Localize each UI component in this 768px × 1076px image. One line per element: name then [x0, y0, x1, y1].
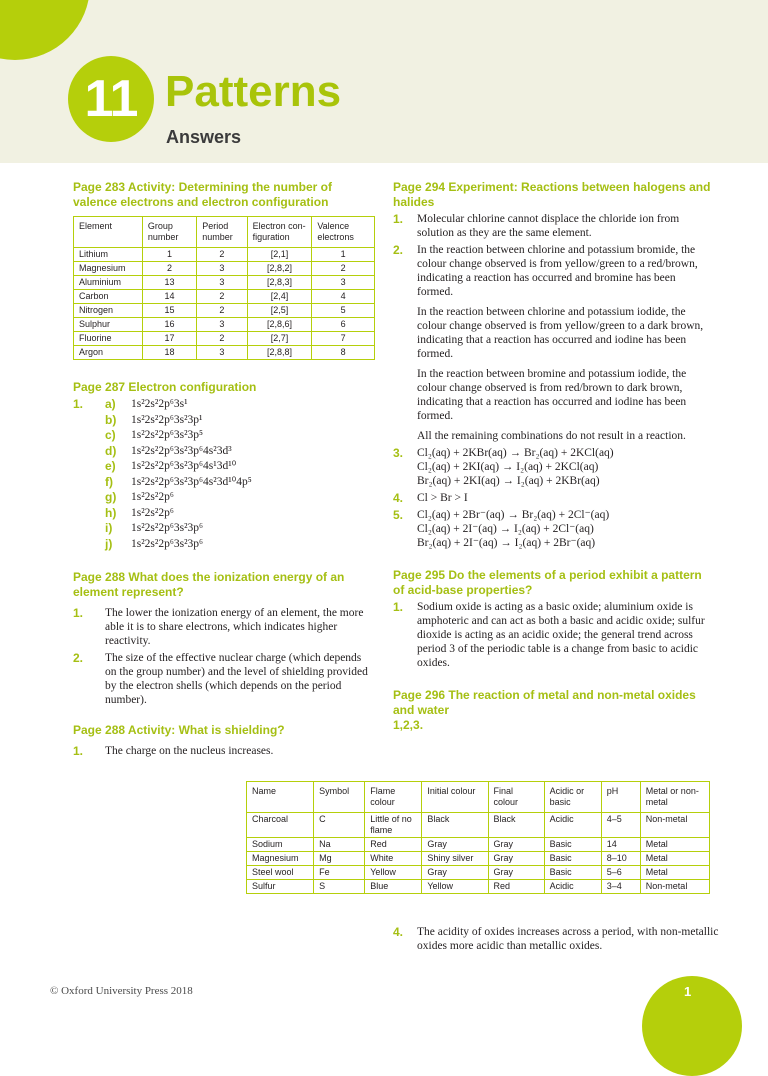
equation: Cl₂(aq) + 2I⁻(aq) → I₂(aq) + 2Cl⁻(aq) — [417, 523, 594, 535]
table-cell: [2,8,6] — [247, 318, 312, 332]
config-text: 1s²2s²2p⁶3s²3p⁶ — [131, 537, 204, 550]
config-text: 1s²2s²2p⁶3s²3p⁶4s²3d¹⁰4p⁵ — [131, 475, 252, 488]
answer-text: The lower the ionization energy of an element, the more able it is to share electrons, which indicates higher reactivity. — [105, 607, 364, 647]
left-column — [73, 180, 373, 772]
section-page-283 — [73, 180, 373, 360]
answer-text: Cl > Br > I — [417, 492, 468, 504]
table-cell: 14 — [601, 838, 640, 852]
oxides-table-wrap — [246, 781, 710, 894]
table-cell: 3 — [197, 318, 247, 332]
answer-item — [393, 925, 723, 953]
page-number-badge — [642, 976, 742, 1076]
table-cell: Na — [314, 838, 365, 852]
answer-item — [73, 606, 373, 648]
table-cell: Acidic — [544, 813, 601, 838]
config-text: 1s²2s²2p⁶ — [131, 506, 174, 519]
table-cell: Acidic — [544, 880, 601, 894]
table-cell: Gray — [488, 838, 544, 852]
table-cell: Gray — [488, 866, 544, 880]
table-cell: 16 — [142, 318, 196, 332]
table-cell: [2,7] — [247, 332, 312, 346]
item-number: 1. — [73, 606, 84, 620]
table-row — [74, 262, 375, 276]
table-cell: Nitrogen — [74, 304, 143, 318]
table-header-cell: Symbol — [314, 782, 365, 813]
table-cell: Lithium — [74, 248, 143, 262]
table-cell: Yellow — [422, 880, 488, 894]
table-row — [74, 332, 375, 346]
right-column — [393, 180, 713, 747]
chapter-title: Patterns — [165, 67, 342, 116]
valence-table — [73, 216, 375, 360]
equation: Cl₂(aq) + 2Br⁻(aq) → Br₂(aq) + 2Cl⁻(aq) — [417, 509, 610, 521]
config-item — [73, 506, 373, 522]
section-heading: Page 283 Activity: Determining the number of valence electrons and electron configuration — [73, 180, 332, 209]
table-cell: Basic — [544, 838, 601, 852]
item-number: 1. — [73, 744, 84, 758]
answer-paragraph: All the remaining combinations do not result in a reaction. — [417, 430, 686, 442]
table-cell: 4–5 — [601, 813, 640, 838]
answer-text: The acidity of oxides increases across a period, with non-metallic oxides more acidic than metallic oxides. — [417, 926, 719, 952]
table-header-cell: Final colour — [488, 782, 544, 813]
answer-item — [393, 508, 713, 550]
item-number: 2. — [393, 243, 404, 257]
table-cell: Magnesium — [74, 262, 143, 276]
config-text: 1s²2s²2p⁶3s²3p⁶ — [131, 522, 204, 534]
table-cell: 7 — [312, 332, 375, 346]
section-page-296 — [393, 688, 713, 733]
table-cell: Mg — [314, 852, 365, 866]
table-cell: 2 — [197, 248, 247, 262]
table-row — [247, 813, 710, 838]
table-cell: Blue — [365, 880, 422, 894]
section-heading: Page 287 Electron configuration — [73, 380, 257, 394]
table-header-cell: Group number — [142, 217, 196, 248]
table-header-cell: Electron con-figuration — [247, 217, 312, 248]
item-number: 1. — [393, 600, 404, 614]
table-cell: 17 — [142, 332, 196, 346]
table-cell: Basic — [544, 852, 601, 866]
table-cell: Carbon — [74, 290, 143, 304]
item-letter: f) — [105, 474, 113, 489]
table-cell: [2,5] — [247, 304, 312, 318]
table-cell: Little of no flame — [365, 813, 422, 838]
table-cell: 2 — [312, 262, 375, 276]
item-letter: j) — [105, 536, 113, 551]
answer-item — [73, 651, 373, 707]
section-heading: Page 288 What does the ionization energy of an element represent? — [73, 570, 345, 599]
table-header-cell: pH — [601, 782, 640, 813]
table-cell: Shiny silver — [422, 852, 488, 866]
table-row — [247, 880, 710, 894]
equation: Br₂(aq) + 2I⁻(aq) → I₂(aq) + 2Br⁻(aq) — [417, 537, 596, 549]
table-row — [247, 852, 710, 866]
table-cell: [2,8,2] — [247, 262, 312, 276]
table-cell: Metal — [640, 838, 709, 852]
answer-item — [393, 600, 713, 670]
table-cell: 2 — [197, 332, 247, 346]
config-item — [73, 521, 373, 537]
item-number: 5. — [393, 508, 404, 522]
table-cell: 13 — [142, 276, 196, 290]
corner-decoration — [0, 0, 90, 60]
table-cell: Sulfur — [247, 880, 314, 894]
item-number: 4. — [393, 491, 404, 505]
table-cell: Metal — [640, 866, 709, 880]
table-row — [74, 276, 375, 290]
table-cell: 1 — [312, 248, 375, 262]
table-cell: C — [314, 813, 365, 838]
config-item — [73, 413, 373, 429]
table-cell: 14 — [142, 290, 196, 304]
table-header-row — [247, 782, 710, 813]
table-cell: 6 — [312, 318, 375, 332]
item-letter: a) — [105, 397, 116, 411]
oxides-table — [246, 781, 710, 894]
config-text: 1s²2s²2p⁶3s²3p¹ — [131, 413, 203, 426]
item-letter: i) — [105, 521, 113, 535]
answer-text: The charge on the nucleus increases. — [105, 745, 274, 757]
answer-item — [393, 446, 713, 488]
table-cell: Black — [422, 813, 488, 838]
answer-paragraph: In the reaction between chlorine and potassium bromide, the colour change observed is from yellow/green to a red/brown, indicating a reaction has occurred and bromine has been formed. — [417, 244, 698, 298]
answer-text-block — [417, 243, 713, 443]
table-cell: Yellow — [365, 866, 422, 880]
answer-item — [73, 744, 373, 758]
copyright-footer: © Oxford University Press 2018 — [50, 985, 193, 997]
answer-paragraph: In the reaction between chlorine and potassium iodide, the colour change observed is from yellow/green to a dark brown, indicating that a reaction has occurred and iodine has been formed. — [417, 306, 704, 360]
section-page-288-ionization — [73, 570, 373, 707]
table-cell: [2,8,3] — [247, 276, 312, 290]
equation-block — [417, 508, 713, 550]
table-cell: Gray — [422, 838, 488, 852]
table-cell: [2,4] — [247, 290, 312, 304]
table-header-cell: Initial colour — [422, 782, 488, 813]
table-header-cell: Acidic or basic — [544, 782, 601, 813]
section-subheading: 1,2,3. — [393, 718, 424, 732]
table-row — [74, 304, 375, 318]
answer-text: Molecular chlorine cannot displace the chloride ion from solution as they are the same element. — [417, 213, 680, 239]
section-page-295 — [393, 568, 713, 670]
table-cell: Charcoal — [247, 813, 314, 838]
config-item — [73, 459, 373, 475]
config-item — [73, 490, 373, 506]
chapter-subtitle: Answers — [166, 127, 242, 147]
table-cell: Non-metal — [640, 813, 709, 838]
table-row — [74, 318, 375, 332]
section-heading: Page 294 Experiment: Reactions between halogens and halides — [393, 180, 711, 209]
section-heading: Page 295 Do the elements of a period exhibit a pattern of acid-base properties? — [393, 568, 702, 597]
table-cell: 2 — [142, 262, 196, 276]
table-row — [74, 346, 375, 360]
table-cell: 2 — [197, 304, 247, 318]
table-cell: Fluorine — [74, 332, 143, 346]
table-cell: 15 — [142, 304, 196, 318]
chapter-header — [0, 0, 768, 163]
answer-item — [393, 243, 713, 443]
table-cell: White — [365, 852, 422, 866]
section-page-294 — [393, 180, 713, 550]
table-cell: 18 — [142, 346, 196, 360]
table-cell: Gray — [488, 852, 544, 866]
table-cell: 4 — [312, 290, 375, 304]
table-cell: Red — [365, 838, 422, 852]
table-cell: S — [314, 880, 365, 894]
equation: Cl₂(aq) + 2KI(aq) → I₂(aq) + 2KCl(aq) — [417, 461, 599, 473]
table-cell: Aluminium — [74, 276, 143, 290]
table-header-cell: Name — [247, 782, 314, 813]
config-text: 1s²2s²2p⁶3s¹ — [131, 398, 188, 410]
answer-text: The size of the effective nuclear charge (which depends on the group number) and the level of shielding provided by the electron shells (which depends on the period number). — [105, 652, 368, 706]
table-cell: Fe — [314, 866, 365, 880]
table-row — [247, 866, 710, 880]
equation: Br₂(aq) + 2KI(aq) → I₂(aq) + 2KBr(aq) — [417, 475, 600, 487]
config-item — [73, 444, 373, 460]
config-text: 1s²2s²2p⁶ — [131, 491, 174, 503]
answer-item — [393, 491, 713, 505]
page-number: 1 — [684, 984, 692, 999]
section-page-296-q4 — [393, 925, 723, 956]
table-cell: 3 — [197, 276, 247, 290]
config-text: 1s²2s²2p⁶3s²3p⁶4s²3d³ — [131, 444, 232, 457]
table-cell: Non-metal — [640, 880, 709, 894]
table-cell: Metal — [640, 852, 709, 866]
item-letter: d) — [105, 443, 117, 458]
section-heading: Page 296 The reaction of metal and non-metal oxides and water — [393, 688, 696, 717]
config-text: 1s²2s²2p⁶3s²3p⁵ — [131, 429, 204, 441]
table-cell: Steel wool — [247, 866, 314, 880]
table-cell: 5–6 — [601, 866, 640, 880]
table-cell: Magnesium — [247, 852, 314, 866]
answer-paragraph: In the reaction between bromine and potassium iodide, the colour change observed is from red/brown to dark brown, indicating that a reaction has occurred and iodine has been formed. — [417, 368, 687, 422]
equation-block — [417, 446, 713, 488]
item-letter: c) — [105, 428, 116, 442]
item-letter: h) — [105, 505, 117, 520]
chapter-number: 11 — [68, 56, 154, 142]
table-cell: 2 — [197, 290, 247, 304]
table-header-cell: Valence electrons — [312, 217, 375, 248]
table-cell: 3 — [197, 262, 247, 276]
table-cell: 8–10 — [601, 852, 640, 866]
item-number: 1. — [73, 397, 84, 411]
table-header-cell: Element — [74, 217, 143, 248]
config-item — [73, 475, 373, 491]
item-letter: g) — [105, 490, 117, 504]
table-cell: Sulphur — [74, 318, 143, 332]
table-cell: 5 — [312, 304, 375, 318]
table-cell: 1 — [142, 248, 196, 262]
table-cell: Gray — [422, 866, 488, 880]
table-cell: Sodium — [247, 838, 314, 852]
section-heading: Page 288 Activity: What is shielding? — [73, 723, 285, 737]
item-number: 1. — [393, 212, 404, 226]
table-row — [74, 290, 375, 304]
table-cell: 3–4 — [601, 880, 640, 894]
table-cell: Argon — [74, 346, 143, 360]
table-cell: Black — [488, 813, 544, 838]
table-cell: 8 — [312, 346, 375, 360]
table-cell: 3 — [312, 276, 375, 290]
table-cell: [2,8,8] — [247, 346, 312, 360]
answer-text: Sodium oxide is acting as a basic oxide; aluminium oxide is amphoteric and can act as both a basic and acidic oxide; sulfur dioxide is acting as an acidic oxide; the general trend across period 3 of the periodic table is a change from basic to acidic oxides. — [417, 601, 705, 669]
config-item — [73, 537, 373, 553]
table-cell: 3 — [197, 346, 247, 360]
config-item — [73, 428, 373, 444]
item-number: 3. — [393, 446, 404, 460]
table-header-cell: Metal or non-metal — [640, 782, 709, 813]
table-row — [247, 838, 710, 852]
table-cell: Basic — [544, 866, 601, 880]
item-number: 2. — [73, 651, 84, 665]
config-item — [73, 397, 373, 413]
section-page-288-shielding — [73, 723, 373, 758]
section-page-287 — [73, 380, 373, 552]
table-header-row — [74, 217, 375, 248]
table-row — [74, 248, 375, 262]
table-header-cell: Period number — [197, 217, 247, 248]
config-text: 1s²2s²2p⁶3s²3p⁶4s¹3d¹⁰ — [131, 460, 237, 472]
equation: Cl₂(aq) + 2KBr(aq) → Br₂(aq) + 2KCl(aq) — [417, 447, 614, 459]
answer-item — [393, 212, 713, 240]
table-header-cell: Flame colour — [365, 782, 422, 813]
table-cell: Red — [488, 880, 544, 894]
item-letter: e) — [105, 459, 116, 473]
item-number: 4. — [393, 925, 404, 939]
item-letter: b) — [105, 412, 117, 427]
table-cell: [2,1] — [247, 248, 312, 262]
